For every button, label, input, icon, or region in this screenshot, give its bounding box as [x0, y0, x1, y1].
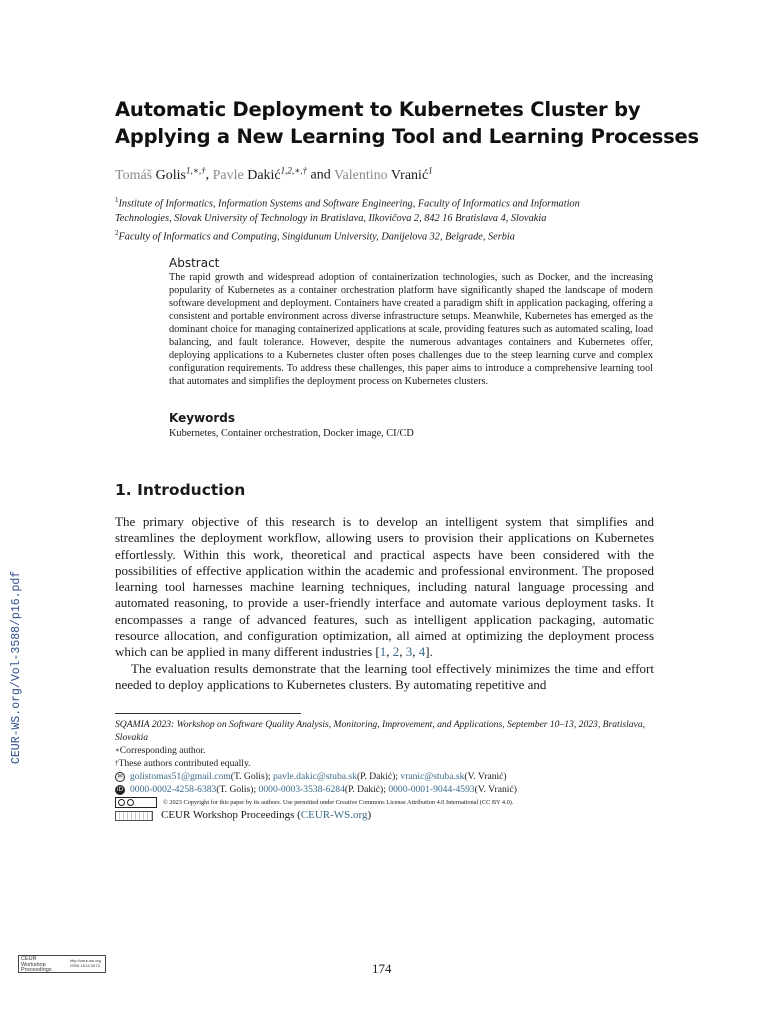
- side-pdf-link[interactable]: CEUR-WS.org/Vol-3588/p16.pdf: [10, 570, 23, 764]
- footnote-divider: [115, 713, 301, 714]
- keywords-heading: Keywords: [169, 411, 236, 425]
- paper-title: [115, 96, 699, 150]
- ceur-badge-icon: [115, 811, 153, 821]
- author: Valentino Vranić$^1$: [334, 165, 433, 183]
- orcid-link[interactable]: 0000-0002-4258-6383: [130, 784, 217, 795]
- section-heading: 1. Introduction: [115, 481, 246, 499]
- citation-link[interactable]: 2: [392, 644, 400, 660]
- cc-by-license-icon: [115, 797, 157, 808]
- venue-note: SQAMIA 2023: Workshop on Software Quality Analysis, Monitoring, Improvement, and Applications, September 10–13, 2023, Bratislava, Slovakia: [115, 719, 646, 743]
- email-link[interactable]: golistomas51@gmail.com: [130, 771, 231, 782]
- abstract-heading: Abstract: [169, 256, 220, 270]
- affiliations: [115, 193, 655, 245]
- orcid-icon: iD: [116, 785, 124, 793]
- proceedings-row: CEUR Workshop Proceedings ( CEUR-WS.org ): [115, 809, 660, 822]
- abstract-text: The rapid growth and widespread adoption of containerization technologies, such as Docker, and the increasing popularity of Kubernetes as a container orchestration platform have significantly shaped the landscape of modern software development and deployment. Containers have created a paradigm shift in application packaging, offering a consistent and portable environment across diverse infrastructure setups. Meanwhile, Kubernetes has emerged as the dominant choice for managing containerized applications at scale, providing features such as automated scaling, load balancing, and fault tolerance. However, despite the numerous advantages containers and Kubernetes offer, deploying applications to a Kubernetes cluster often poses challenges due to the steep learning curve and complex configuration requirements. To address these challenges, this paper aims to introduce a comprehensive learning tool that automates and simplifies the deployment process on Kubernetes clusters.: [169, 272, 653, 387]
- equal-contribution-note: † These authors contributed equally.: [115, 758, 251, 769]
- affiliation-line: $^2$Faculty of Informatics and Computing, Singidunum University, Danijelova 32, Belgrade, Serbia: [115, 229, 515, 243]
- affiliation-line: $^1$Institute of Informatics, Information Systems and Software Engineering, Faculty of Informatics and Information: [115, 196, 580, 210]
- email-link[interactable]: vranic@stuba.sk: [400, 771, 465, 782]
- ceur-logo: CEUR Workshop Proceedings http://ceur-ws.org ISSN 1613-0073: [18, 955, 106, 973]
- orcid-row: iD 0000-0002-4258-6383 (T. Golis); 0000-0003-3538-6284 (P. Dakić); 0000-0001-9044-4593 (V. Vranić): [116, 784, 517, 795]
- author-list: Tomáš Golis$^{1,∗,\dagger}$, Pavle Dakić$^{1,2,∗,\dagger}$ and Valentino Vranić$^1$: [115, 165, 433, 183]
- affiliation-line: Technologies, Slovak University of Technology in Bratislava, Ilkovičova 2, 842 16 Bratislava 4, Slovakia: [115, 213, 547, 225]
- title-line: Applying a New Learning Tool and Learning Processes: [115, 125, 699, 148]
- citation-link[interactable]: 3: [405, 644, 413, 660]
- paragraph: The evaluation results demonstrate that the learning tool effectively minimizes the time and effort needed to deploy applications to Kubernetes clusters. By automating repetitive and: [115, 660, 654, 692]
- author: Pavle Dakić$^{1,2,∗,\dagger}$: [212, 165, 308, 183]
- email-link[interactable]: pavle.dakic@stuba.sk: [272, 771, 357, 782]
- paragraph: The primary objective of this research is to develop an intelligent system that simplifies and streamlines the deployment workflow, allowing users to provision their applications on Kubernetes effortlessly. Within this work, theoretical and practical aspects have been considered with the possibilities of effective application within the academic and professional environment. The proposed learning tool harnesses machine learning techniques, including natural language processing and automated reasoning, to provide a user-friendly interface and automate various deployment tasks. It encompasses a range of advanced features, such as intelligent application packaging, automatic resource allocation, and configuration optimization, all aimed at optimizing the deployment process which can be applied in many different industries [1, 2, 3, 4].: [115, 514, 654, 660]
- keywords-text: Kubernetes, Container orchestration, Docker image, CI/CD: [169, 428, 414, 439]
- page-number: 174: [372, 961, 392, 976]
- license-row: [115, 796, 660, 809]
- title-line: Automatic Deployment to Kubernetes Cluster by: [115, 98, 641, 121]
- corresponding-note: ∗ Corresponding author.: [115, 745, 206, 756]
- citation-link[interactable]: 1: [379, 644, 387, 660]
- ceur-link[interactable]: CEUR-WS.org: [300, 809, 368, 821]
- citation-link[interactable]: 4: [418, 644, 426, 660]
- footnotes: [115, 718, 660, 822]
- author: Tomáš Golis$^{1,∗,\dagger}$: [115, 165, 206, 183]
- copyright-text: © 2023 Copyright for this paper by its authors. Use permitted under Creative Commons License Attribution 4.0 International (CC BY 4.0).: [163, 799, 514, 806]
- orcid-link[interactable]: 0000-0001-9044-4593: [388, 784, 475, 795]
- orcid-link[interactable]: 0000-0003-3538-6284: [258, 784, 345, 795]
- email-icon: ✉: [115, 772, 125, 782]
- email-row: ✉ golistomas51@gmail.com (T. Golis); pavle.dakic@stuba.sk (P. Dakić); vranic@stuba.sk (V. Vranić): [115, 770, 660, 783]
- introduction-body: [115, 514, 654, 693]
